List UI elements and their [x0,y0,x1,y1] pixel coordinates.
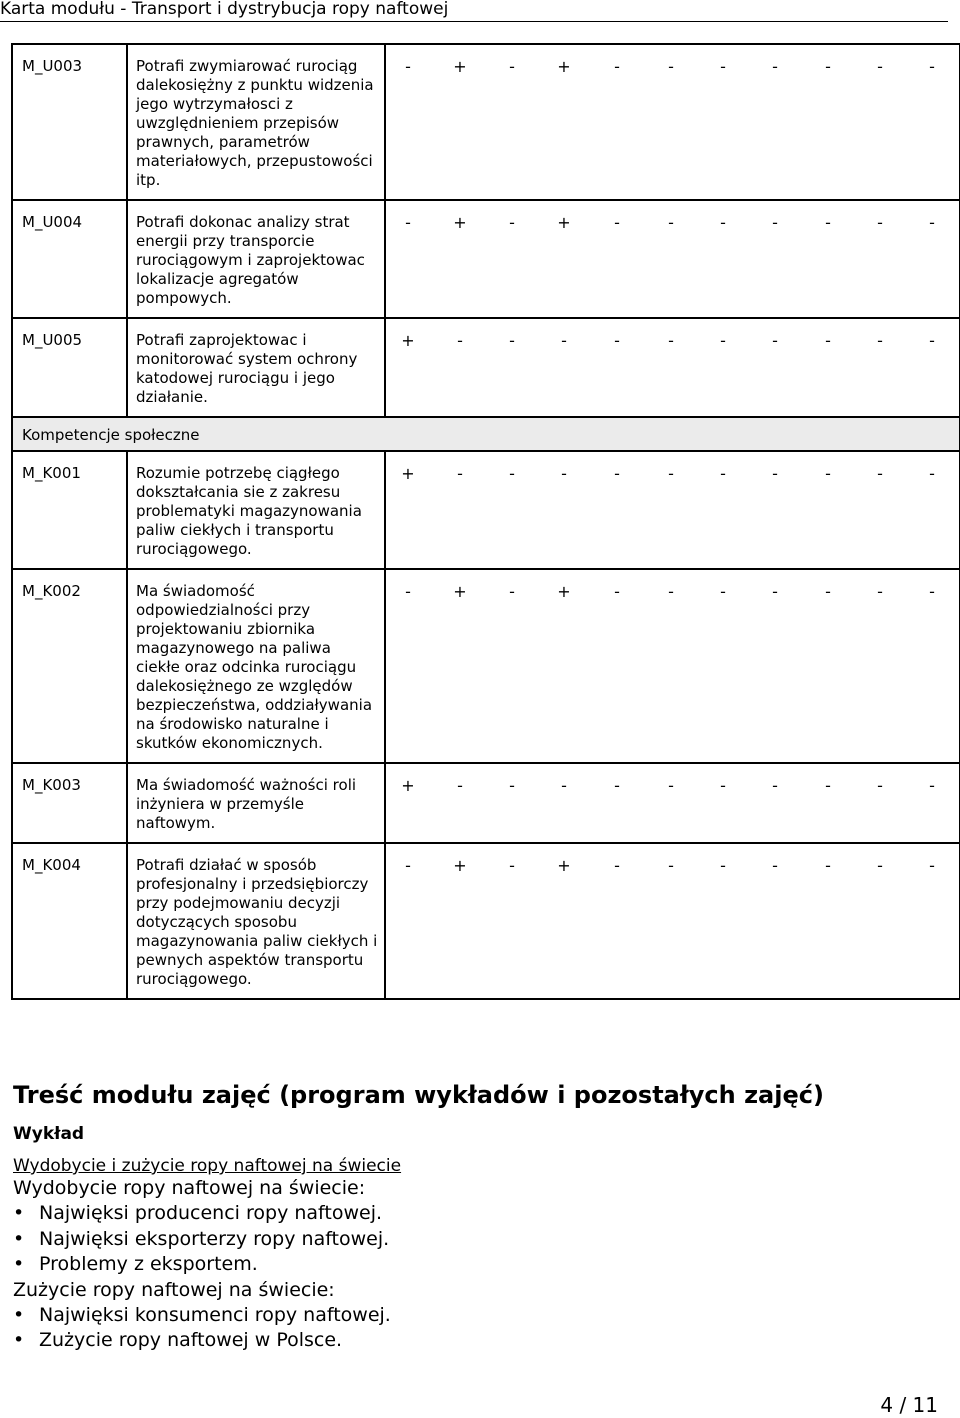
mapping-mark: - [877,856,883,875]
mapping-mark: - [509,856,515,875]
mapping-mark: - [614,776,620,795]
mapping-mark: + [557,856,571,875]
mapping-mark: - [720,57,726,76]
mapping-mark: + [453,582,467,601]
outcome-mapping [385,44,960,200]
mapping-mark: - [509,331,515,350]
lecture-heading: Wykład [13,1124,85,1144]
page-number: 4 / 11 [880,1393,938,1417]
mapping-mark: - [825,464,831,483]
mapping-marks [386,57,959,76]
table-row [12,200,960,318]
page-header [0,0,948,22]
mapping-mark: - [877,331,883,350]
section-row [12,417,960,451]
table-row [12,318,960,417]
table-row [12,843,960,999]
mapping-marks [386,582,959,601]
mapping-mark: - [509,213,515,232]
outcome-mapping [385,843,960,999]
list-item: • Najwięksi eksporterzy ropy naftowej. [13,1227,943,1253]
mapping-mark: - [929,464,935,483]
outcome-mapping [385,200,960,318]
bullet-list [13,1201,943,1278]
mapping-mark: + [453,57,467,76]
mapping-mark: - [509,776,515,795]
mapping-mark: - [877,464,883,483]
mapping-mark: + [557,582,571,601]
mapping-mark: - [929,856,935,875]
mapping-mark: - [668,856,674,875]
mapping-mark: - [825,57,831,76]
content-group-heading: Wydobycie ropy naftowej na świecie: [13,1177,366,1199]
table-row [12,569,960,763]
outcome-code: M_K002 [12,569,127,763]
mapping-mark: - [877,776,883,795]
outcome-description: Potrafi zaprojektowac i monitorować system ochrony katodowej rurociągu i jego działanie. [127,318,385,417]
mapping-mark: - [720,776,726,795]
mapping-mark: - [668,213,674,232]
mapping-mark: - [825,582,831,601]
list-item: • Najwięksi producenci ropy naftowej. [13,1201,943,1227]
mapping-mark: - [720,464,726,483]
outcome-code: M_K003 [12,763,127,843]
mapping-mark: + [557,57,571,76]
mapping-mark: - [929,213,935,232]
mapping-mark: - [772,213,778,232]
mapping-mark: - [614,57,620,76]
table-row [12,44,960,200]
mapping-mark: - [561,776,567,795]
content-group-heading: Zużycie ropy naftowej na świecie: [13,1278,335,1301]
mapping-mark: - [405,856,411,875]
lecture-topic: Wydobycie i zużycie ropy naftowej na świecie [13,1156,402,1176]
mapping-mark: - [614,582,620,601]
mapping-marks [386,776,959,795]
document-title: Karta modułu - Transport i dystrybucja ropy naftowej [0,0,449,19]
list-item: • Najwięksi konsumenci ropy naftowej. [13,1303,943,1329]
mapping-marks [386,856,959,875]
mapping-mark: - [929,331,935,350]
mapping-mark: - [772,464,778,483]
mapping-mark: + [401,776,415,795]
mapping-mark: - [614,856,620,875]
mapping-mark: - [772,331,778,350]
mapping-mark: - [614,331,620,350]
mapping-mark: - [720,856,726,875]
mapping-mark: - [772,582,778,601]
content-title: Treść modułu zajęć (program wykładów i pozostałych zajęć) [13,1081,824,1109]
outcome-mapping [385,763,960,843]
mapping-mark: - [668,776,674,795]
mapping-mark: - [877,57,883,76]
outcome-description: Rozumie potrzebę ciągłego dokształcania sie z zakresu problematyki magazynowania paliw ciekłych i transportu rurociągowego. [127,451,385,569]
mapping-mark: - [457,331,463,350]
section-label: Kompetencje społeczne [12,417,960,451]
mapping-mark: - [772,57,778,76]
mapping-mark: - [929,776,935,795]
list-item: • Zużycie ropy naftowej w Polsce. [13,1328,943,1354]
outcome-mapping [385,318,960,417]
mapping-mark: - [457,776,463,795]
mapping-marks [386,464,959,483]
module-content-section [13,1079,943,1354]
mapping-mark: - [668,57,674,76]
mapping-marks [386,331,959,350]
mapping-mark: - [614,213,620,232]
outcome-description: Potrafi dokonac analizy strat energii przy transporcie rurociągowym i zaprojektowac lokalizacje agregatów pompowych. [127,200,385,318]
mapping-mark: - [457,464,463,483]
mapping-mark: - [668,331,674,350]
mapping-mark: - [405,57,411,76]
learning-outcomes-table [11,43,960,1000]
mapping-mark: - [614,464,620,483]
outcome-description: Potrafi działać w sposób profesjonalny i przedsiębiorczy przy podejmowaniu decyzji dotyczących sposobu magazynowania paliw ciekłych i pewnych aspektów transportu rurociągowego. [127,843,385,999]
mapping-mark: - [877,213,883,232]
mapping-mark: - [405,213,411,232]
mapping-mark: - [720,213,726,232]
mapping-mark: - [929,582,935,601]
mapping-mark: + [401,464,415,483]
mapping-marks [386,213,959,232]
table-row [12,763,960,843]
outcome-code: M_U004 [12,200,127,318]
mapping-mark: - [561,331,567,350]
table-row [12,451,960,569]
mapping-mark: + [557,213,571,232]
mapping-mark: + [453,856,467,875]
outcome-mapping [385,569,960,763]
outcome-description: Potrafi zwymiarować rurociąg dalekosiężny z punktu widzenia jego wytrzymałosci z uwzględnieniem przepisów prawnych, parametrów materiałowych, przepustowości itp. [127,44,385,200]
mapping-mark: - [825,776,831,795]
mapping-mark: - [825,856,831,875]
mapping-mark: + [401,331,415,350]
outcome-code: M_U003 [12,44,127,200]
outcome-description: Ma świadomość odpowiedzialności przy projektowaniu zbiornika magazynowego na paliwa ciekłe oraz odcinka rurociągu dalekosiężnego ze względów bezpieczeństwa, oddziaływania na środowisko naturalne i skutków ekonomicznych. [127,569,385,763]
outcome-description: Ma świadomość ważności roli inżyniera w przemyśle naftowym. [127,763,385,843]
mapping-mark: - [668,464,674,483]
outcome-code: M_K001 [12,451,127,569]
mapping-mark: - [929,57,935,76]
mapping-mark: - [877,582,883,601]
mapping-mark: - [720,582,726,601]
outcome-mapping [385,451,960,569]
mapping-mark: - [720,331,726,350]
mapping-mark: - [561,464,567,483]
content-groups [13,1176,943,1354]
mapping-mark: - [509,57,515,76]
mapping-mark: - [772,776,778,795]
mapping-mark: - [509,464,515,483]
mapping-mark: - [772,856,778,875]
mapping-mark: + [453,213,467,232]
mapping-mark: - [825,331,831,350]
outcome-code: M_U005 [12,318,127,417]
mapping-mark: - [825,213,831,232]
list-item: • Problemy z eksportem. [13,1252,943,1278]
mapping-mark: - [668,582,674,601]
mapping-mark: - [405,582,411,601]
mapping-mark: - [509,582,515,601]
bullet-list [13,1303,943,1354]
outcome-code: M_K004 [12,843,127,999]
